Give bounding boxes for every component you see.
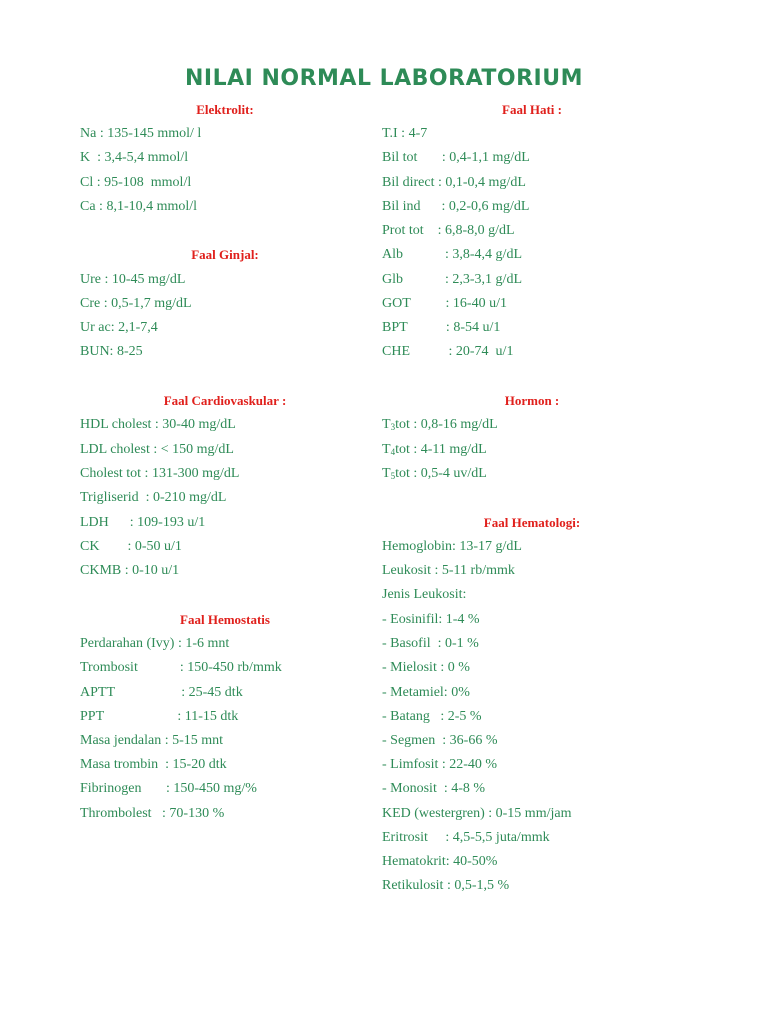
lab-value: CHE : 20-74 u/1	[382, 344, 514, 359]
lab-value: Prot tot : 6,8-8,0 g/dL	[382, 223, 515, 238]
lab-value: - Segmen : 36-66 %	[382, 733, 498, 748]
lab-value: - Mielosit : 0 %	[382, 660, 470, 675]
lab-value: Ur ac: 2,1-7,4	[80, 320, 158, 335]
lab-value: - Batang : 2-5 %	[382, 709, 482, 724]
lab-value: GOT : 16-40 u/1	[382, 296, 507, 311]
section-heading-hemostatis: Faal Hemostatis	[180, 612, 270, 627]
lab-value: BUN: 8-25	[80, 344, 143, 359]
lab-value: Bil ind : 0,2-0,6 mg/dL	[382, 199, 530, 214]
lab-value: Eritrosit : 4,5-5,5 juta/mmk	[382, 830, 550, 845]
lab-value: Na : 135-145 mmol/ l	[80, 126, 202, 141]
section-heading-cardiovaskular: Faal Cardiovaskular :	[163, 393, 287, 408]
lab-value: - Basofil : 0-1 %	[382, 636, 479, 651]
lab-value: - Eosinifil: 1-4 %	[382, 612, 480, 627]
lab-value: - Limfosit : 22-40 %	[382, 757, 498, 772]
lab-value: Leukosit : 5-11 rb/mmk	[382, 563, 515, 578]
lab-value: Bil direct : 0,1-0,4 mg/dL	[382, 175, 526, 190]
lab-value: Retikulosit : 0,5-1,5 %	[382, 878, 510, 893]
lab-value: Hemoglobin: 13-17 g/dL	[382, 539, 522, 554]
section-heading-hormon: Hormon :	[504, 393, 560, 408]
lab-value: Alb : 3,8-4,4 g/dL	[382, 247, 522, 262]
section-heading-hati: Faal Hati :	[502, 102, 562, 117]
lab-value-hormon: $T_4tot$ : 4-11 mg/dL	[382, 442, 487, 457]
lab-value: Ure : 10-45 mg/dL	[80, 272, 186, 287]
lab-value: - Metamiel: 0%	[382, 685, 470, 700]
lab-value: Cholest tot : 131-300 mg/dL	[80, 466, 240, 481]
lab-value: LDH : 109-193 u/1	[80, 515, 206, 530]
lab-value: Masa jendalan : 5-15 mnt	[80, 733, 224, 748]
lab-value: Hematokrit: 40-50%	[382, 854, 498, 869]
lab-value: CK : 0-50 u/1	[80, 539, 182, 554]
lab-value: BPT : 8-54 u/1	[382, 320, 501, 335]
lab-value: Trombosit : 150-450 rb/mmk	[80, 660, 282, 675]
lab-value: LDL cholest : < 150 mg/dL	[80, 442, 234, 457]
lab-value: Glb : 2,3-3,1 g/dL	[382, 272, 522, 287]
lab-value: Perdarahan (Ivy) : 1-6 mnt	[80, 636, 230, 651]
section-heading-hematologi: Faal Hematologi:	[483, 515, 581, 530]
lab-value: Cre : 0,5-1,7 mg/dL	[80, 296, 192, 311]
lab-value: K : 3,4-5,4 mmol/l	[80, 150, 189, 165]
lab-value: Trigliserid : 0-210 mg/dL	[80, 490, 227, 505]
lab-value: Ca : 8,1-10,4 mmol/l	[80, 199, 198, 214]
section-heading-elektrolit: Elektrolit:	[196, 102, 254, 117]
lab-value: Cl : 95-108 mmol/l	[80, 175, 192, 190]
lab-value: PPT : 11-15 dtk	[80, 709, 239, 724]
lab-value: Bil tot : 0,4-1,1 mg/dL	[382, 150, 530, 165]
lab-value: KED (westergren) : 0-15 mm/jam	[382, 806, 572, 821]
lab-value: Jenis Leukosit:	[382, 587, 467, 602]
lab-value: - Monosit : 4-8 %	[382, 781, 486, 796]
lab-value: APTT : 25-45 dtk	[80, 685, 243, 700]
section-heading-ginjal: Faal Ginjal:	[191, 247, 259, 262]
lab-value: Masa trombin : 15-20 dtk	[80, 757, 227, 772]
lab-value: CKMB : 0-10 u/1	[80, 563, 180, 578]
lab-value: Fibrinogen : 150-450 mg/%	[80, 781, 257, 796]
lab-value: T.I : 4-7	[382, 126, 428, 141]
lab-value-hormon: $T_3tot$ : 0,8-16 mg/dL	[382, 417, 498, 432]
page-title: NILAI NORMAL LABORATORIUM	[184, 66, 583, 91]
lab-value-hormon: $T_5tot$ : 0,5-4 uv/dL	[382, 466, 487, 481]
lab-value: Thrombolest : 70-130 %	[80, 806, 225, 821]
lab-value: HDL cholest : 30-40 mg/dL	[80, 417, 236, 432]
